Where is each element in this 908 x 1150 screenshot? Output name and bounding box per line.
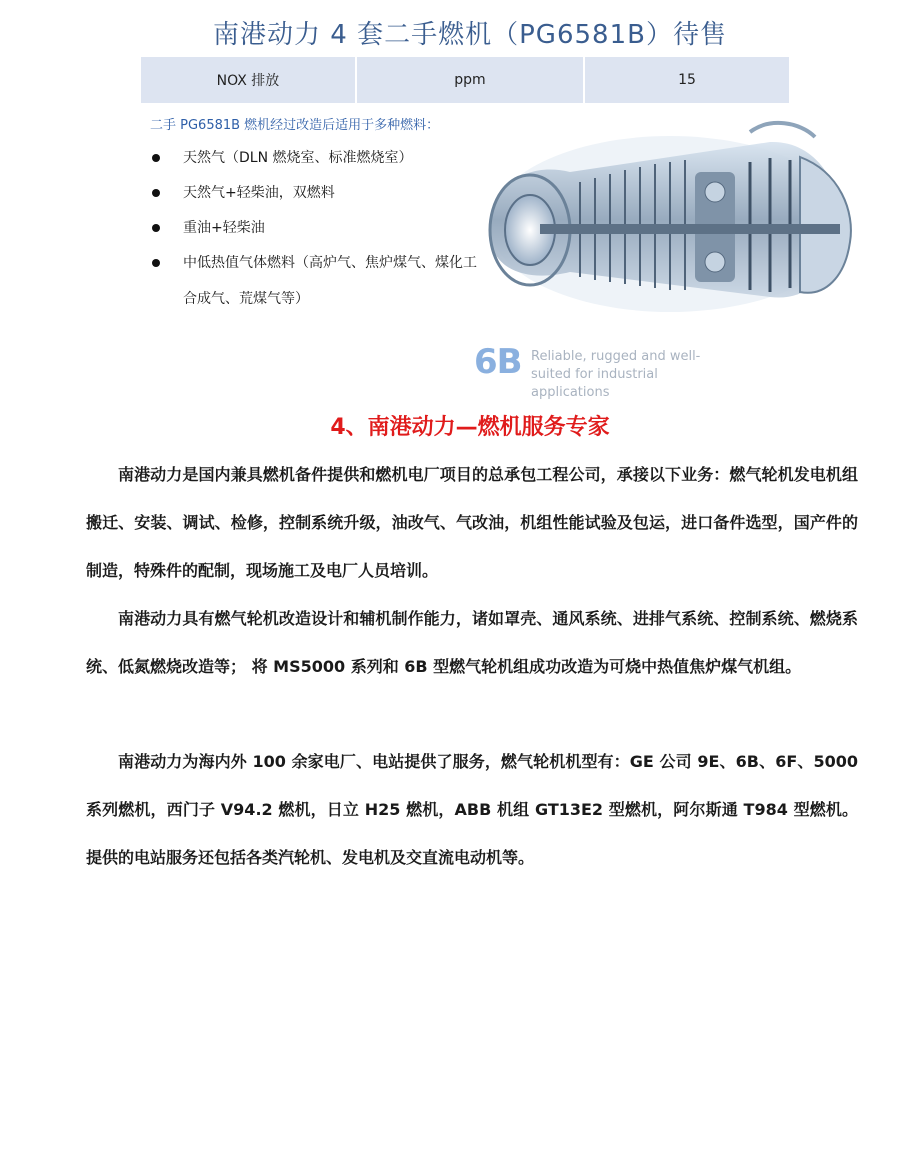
list-item: 中低热值气体燃料（高炉气、焦炉煤气、煤化工合成气、荒煤气等） [150, 245, 483, 317]
table-row [141, 57, 789, 103]
body-paragraph: 南港动力具有燃气轮机改造设计和辅机制作能力，诸如罩壳、通风系统、进排气系统、控制系统、燃烧系统、低氮燃烧改造等； 将 MS5000 系列和 6B 型燃气轮机组成功改造为可烧中热值焦炉煤气机组。 [86, 609, 858, 676]
list-item: 天然气（DLN 燃烧室、标准燃烧室） [150, 146, 483, 170]
body-paragraph: 南港动力是国内兼具燃机备件提供和燃机电厂项目的总承包工程公司，承接以下业务：燃气轮机发电机组搬迁、安装、调试、检修，控制系统升级，油改气、气改油，机组性能试验及包运，进口备件选型，国产件的制造，特殊件的配制，现场施工及电厂人员培训。 [86, 465, 858, 580]
bullet-icon [152, 259, 160, 267]
bullet-icon [152, 189, 160, 197]
section-heading: 4、南港动力—燃机服务专家 [330, 415, 610, 440]
spec-value-cell: 15 [678, 72, 696, 88]
gas-turbine-cutaway-icon [470, 112, 860, 322]
spec-table [141, 57, 789, 103]
list-item: 重油+轻柴油 [150, 216, 483, 240]
bullet-icon [152, 154, 160, 162]
spec-unit-cell: ppm [356, 57, 584, 103]
brand-6b: 6B [474, 342, 522, 382]
brand-tagline: Reliable, rugged and well-suited for industrial applications [531, 349, 701, 400]
page-title: 南港动力 4 套二手燃机（PG6581B）待售 [213, 20, 727, 50]
bullet-icon [152, 224, 160, 232]
fuel-list [150, 146, 483, 328]
fuel-intro: 二手 PG6581B 燃机经过改造后适用于多种燃料： [150, 118, 440, 133]
body-paragraph: 南港动力为海内外 100 余家电厂、电站提供了服务，燃气轮机机型有：GE 公司 9E、6B、6F、5000 系列燃机，西门子 V94.2 燃机，日立 H25 燃机，ABB 机组 GT13E2 型燃机，阿尔斯通 T984 型燃机。提供的电站服务还包括各类汽轮机、发电机及交直流电动机等。 [86, 752, 858, 867]
spec-parameter-cell: NOX 排放 [141, 57, 356, 103]
list-item: 天然气+轻柴油，双燃料 [150, 181, 483, 205]
